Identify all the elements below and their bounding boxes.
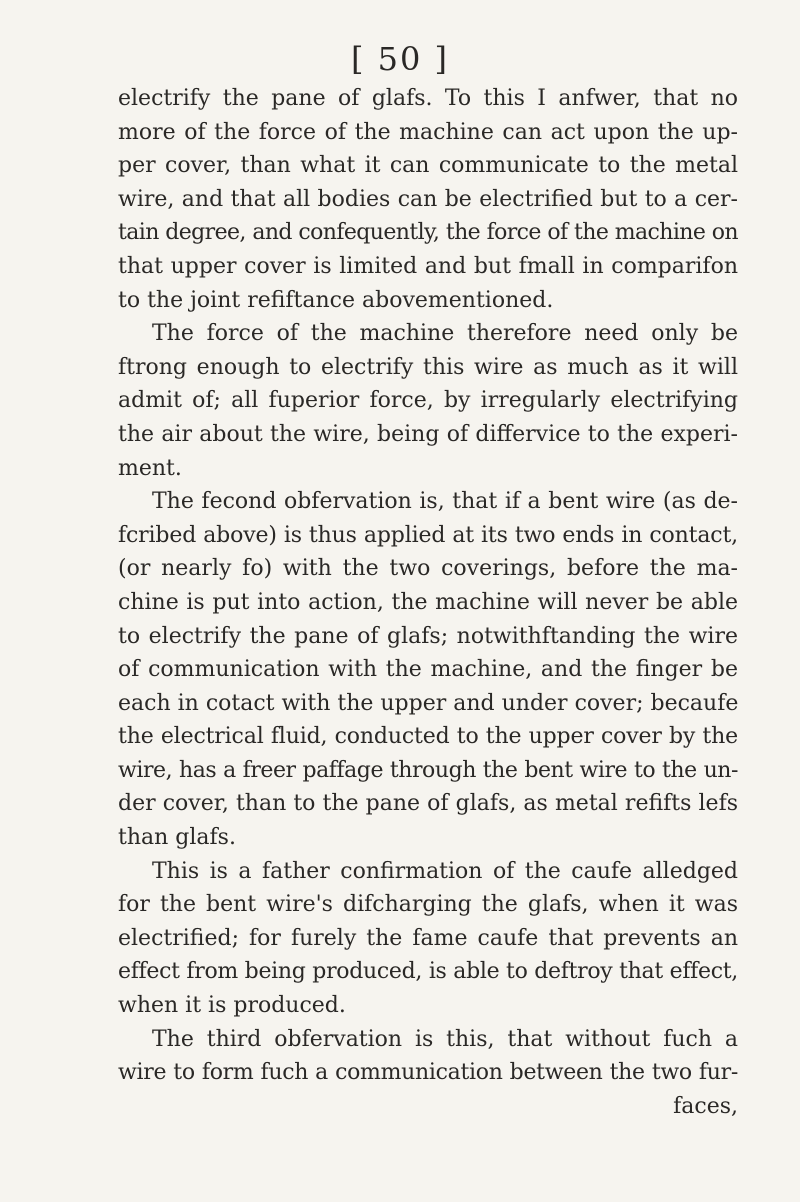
text-line: effect from being produced, is able to deftroy that effect, [118, 959, 738, 985]
text-line: to the joint refiftance abovementioned. [118, 287, 554, 313]
text-line: the electrical fluid, conducted to the upper cover by the [118, 724, 738, 750]
text-line: more of the force of the machine can act upon the up- [118, 119, 738, 145]
text-line: The force of the machine therefore need only be [152, 321, 738, 347]
text-line: ftrong enough to electrify this wire as much as it will [118, 354, 738, 380]
text-line: than glafs. [118, 825, 236, 851]
body-text [118, 82, 738, 1123]
text-line: The third obfervation is this, that without fuch a [152, 1026, 738, 1052]
text-line: der cover, than to the pane of glafs, as metal refifts lefs [118, 791, 738, 817]
text-line: per cover, than what it can communicate to the metal [118, 153, 738, 179]
text-line: (or nearly fo) with the two coverings, before the ma- [118, 556, 738, 582]
text-line: when it is produced. [118, 993, 346, 1019]
text-line: chine is put into action, the machine will never be able [118, 589, 738, 615]
text-line: ment. [118, 455, 182, 481]
text-line: fcribed above) is thus applied at its two ends in contact, [118, 522, 738, 548]
text-line: admit of; all fuperior force, by irregularly electrifying [118, 388, 738, 414]
page-number: [ 50 ] [350, 40, 450, 78]
text-line: wire to form fuch a communication between the two fur- [118, 1060, 738, 1086]
text-line: wire, and that all bodies can be electrified but to a cer- [118, 186, 738, 212]
text-line: each in cotact with the upper and under cover; becaufe [118, 690, 739, 716]
text-line: The fecond obfervation is, that if a bent wire (as de- [152, 489, 738, 515]
text-line: that upper cover is limited and but fmall in comparifon [118, 253, 738, 279]
text-line: to electrify the pane of glafs; notwithftanding the wire [118, 623, 738, 649]
text-line: This is a father confirmation of the caufe alledged [152, 858, 738, 884]
text-line: faces, [673, 1093, 738, 1119]
text-line: of communication with the machine, and the finger be [118, 657, 738, 683]
text-line: electrified; for furely the fame caufe that prevents an [118, 925, 738, 951]
text-line: for the bent wire's difcharging the glafs, when it was [118, 892, 738, 918]
text-line: tain degree, and confequently, the force of the machine on [118, 220, 738, 246]
text-line: electrify the pane of glafs. To this I anfwer, that no [118, 86, 738, 111]
text-line: wire, has a freer paffage through the bent wire to the un- [118, 757, 738, 783]
text-line: the air about the wire, being of differvice to the experi- [118, 421, 738, 447]
